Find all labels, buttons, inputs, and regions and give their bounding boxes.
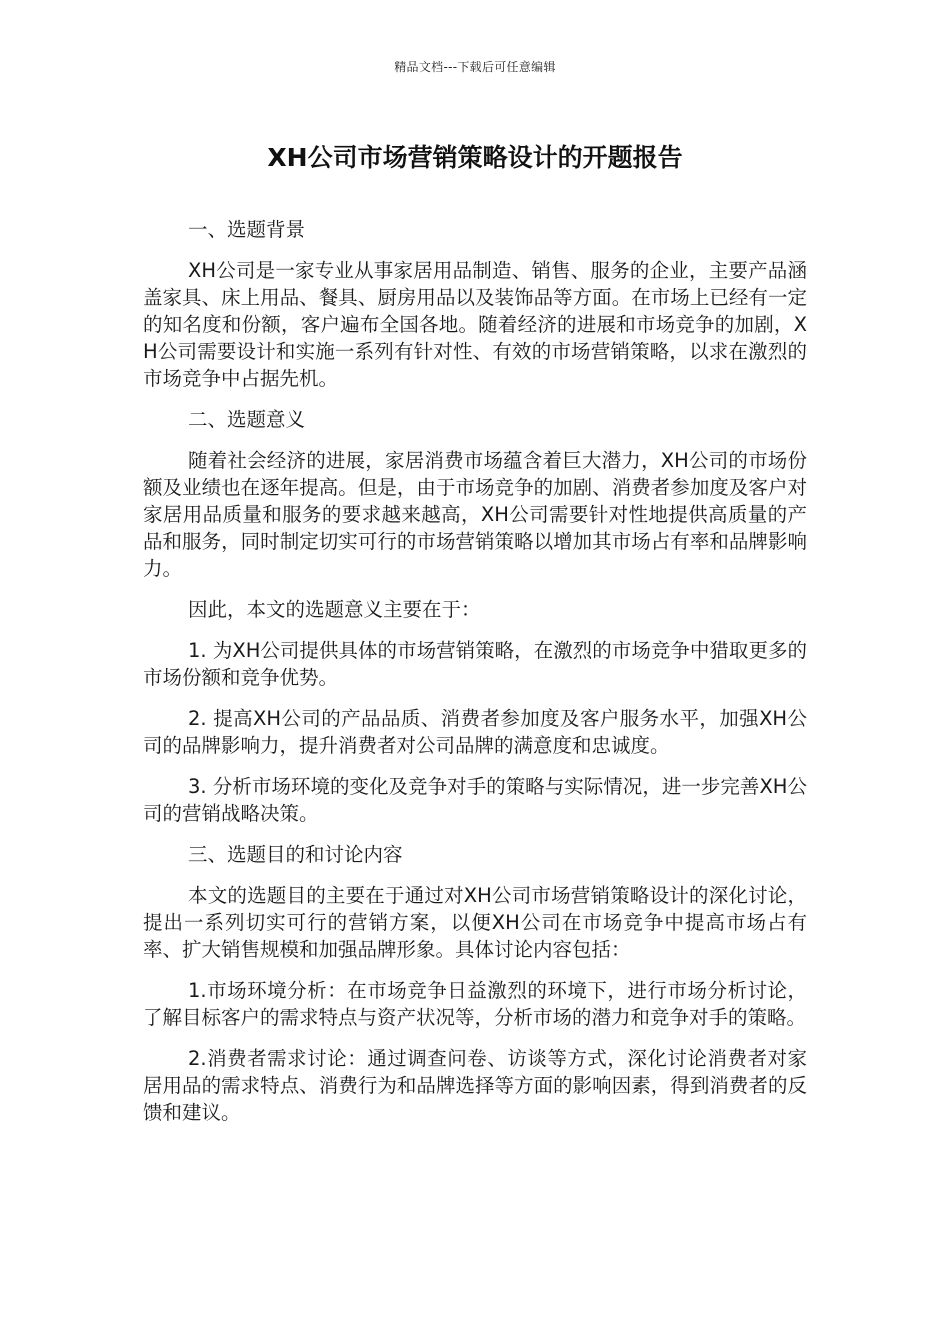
- section-heading-significance: 二、选题意义: [188, 408, 306, 431]
- header-note: 精品文档---下载后可任意编辑: [394, 60, 556, 74]
- document-title: XH公司市场营销策略设计的开题报告: [267, 143, 683, 172]
- paragraph-significance-intro: 因此，本文的选题意义主要在于：: [188, 598, 481, 621]
- list-item-significance-2: 2. 提高XH公司的产品品质、消费者参加度及客户服务水平，加强XH公司的品牌影响力，提升消费者对公司品牌的满意度和忠诚度。: [143, 707, 807, 757]
- section-heading-background: 一、选题背景: [188, 218, 306, 241]
- paragraph-purpose: 本文的选题目的主要在于通过对XH公司市场营销策略设计的深化讨论，提出一系列切实可行的营销方案，以便XH公司在市场竞争中提高市场占有率、扩大销售规模和加强品牌形象。具体讨论内容包括：: [143, 884, 807, 961]
- document-body: [143, 216, 807, 1140]
- list-item-research-2: 2.消费者需求讨论：通过调查问卷、访谈等方式，深化讨论消费者对家居用品的需求特点、消费行为和品牌选择等方面的影响因素，得到消费者的反馈和建议。: [143, 1047, 807, 1124]
- paragraph-background: XH公司是一家专业从事家居用品制造、销售、服务的企业，主要产品涵盖家具、床上用品、餐具、厨房用品以及装饰品等方面。在市场上已经有一定的知名度和份额，客户遍布全国各地。随着经济的进展和市场竞争的加剧，XH公司需要设计和实施一系列有针对性、有效的市场营销策略，以求在激烈的市场竞争中占据先机。: [143, 259, 807, 390]
- paragraph-significance: 随着社会经济的进展，家居消费市场蕴含着巨大潜力，XH公司的市场份额及业绩也在逐年提高。但是，由于市场竞争的加剧、消费者参加度及客户对家居用品质量和服务的要求越来越高，XH公司需要针对性地提供高质量的产品和服务，同时制定切实可行的市场营销策略以增加其市场占有率和品牌影响力。: [143, 449, 807, 580]
- list-item-significance-1: 1. 为XH公司提供具体的市场营销策略，在激烈的市场竞争中猎取更多的市场份额和竞争优势。: [143, 639, 807, 689]
- section-heading-purpose: 三、选题目的和讨论内容: [188, 843, 403, 866]
- list-item-significance-3: 3. 分析市场环境的变化及竞争对手的策略与实际情况，进一步完善XH公司的营销战略决策。: [143, 775, 807, 825]
- list-item-research-1: 1.市场环境分析：在市场竞争日益激烈的环境下，进行市场分析讨论，了解目标客户的需求特点与资产状况等，分析市场的潜力和竞争对手的策略。: [143, 979, 807, 1029]
